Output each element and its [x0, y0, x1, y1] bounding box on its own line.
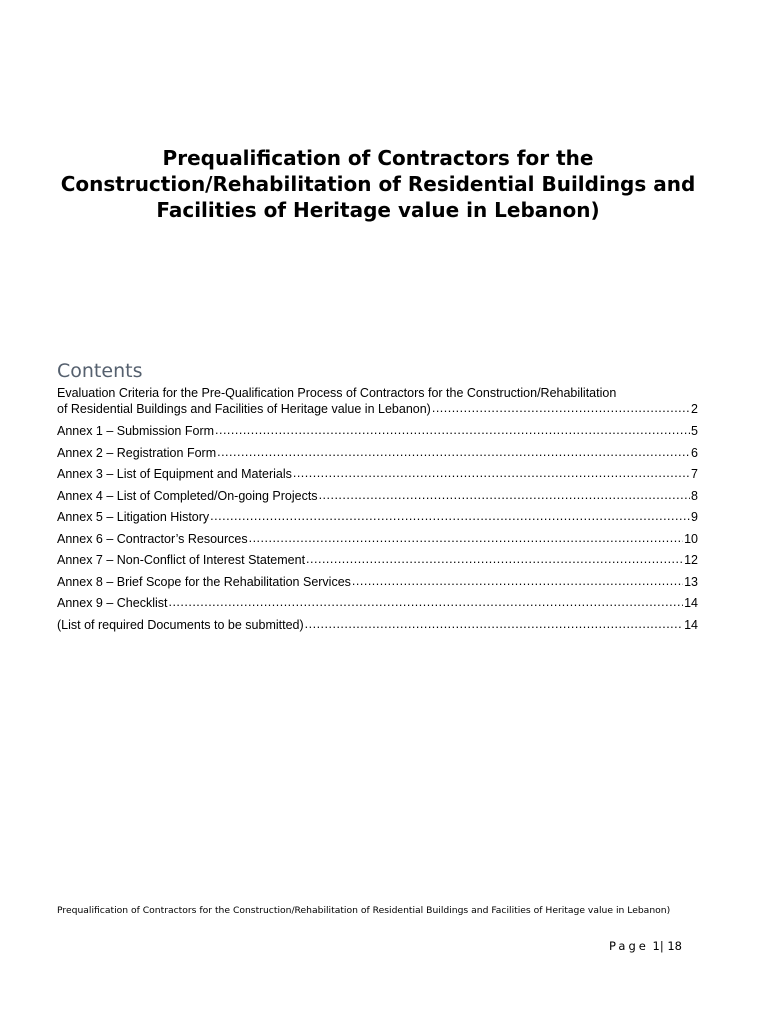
document-title: Prequalification of Contractors for the Construction/Rehabilitation of Residential Buildings and Facilities of Heritage value in Lebanon) [60, 146, 696, 222]
footer-document-title: Prequalification of Contractors for the Construction/Rehabilitation of Residential Buildings and Facilities of Heritage value in Lebanon) [57, 905, 671, 916]
dot-leader [217, 444, 690, 460]
toc-page-number: 8 [691, 488, 698, 503]
dot-leader [306, 551, 683, 567]
toc-entry-annex-7[interactable] [57, 552, 698, 574]
toc-page-number: 6 [691, 445, 698, 460]
toc-entry-required-documents[interactable] [57, 617, 698, 639]
page-separator: | [659, 939, 664, 953]
toc-entry-text: Annex 8 – Brief Scope for the Rehabilitation Services [57, 574, 351, 589]
toc-entry-text: Annex 3 – List of Equipment and Materials [57, 467, 292, 481]
toc-entry-annex-3[interactable] [57, 466, 698, 488]
toc-entry-text: (List of required Documents to be submitted) [57, 617, 304, 632]
toc-entry-text: Annex 5 – Litigation History [57, 510, 210, 524]
toc-entry-annex-6[interactable] [57, 531, 698, 553]
dot-leader [319, 487, 690, 503]
dot-leader [305, 616, 683, 632]
toc-page-number: 7 [691, 467, 698, 481]
toc-page-number: 10 [684, 531, 698, 546]
toc-entry-text: Annex 7 – Non-Conflict of Interest Statement [57, 553, 306, 567]
toc-page-number: 12 [684, 553, 698, 567]
toc-page-number: 14 [684, 617, 698, 632]
dot-leader [432, 400, 690, 416]
dot-leader [168, 594, 683, 610]
toc-entry-annex-1[interactable] [57, 423, 698, 445]
dot-leader [215, 422, 690, 438]
toc-entry-text: Annex 6 – Contractor’s Resources [57, 531, 248, 546]
toc-page-number: 14 [684, 596, 698, 610]
dot-leader [210, 508, 690, 524]
dot-leader [293, 465, 690, 481]
dot-leader [352, 573, 683, 589]
current-page-number: 1 [652, 939, 660, 953]
toc-entry-text: Annex 1 – Submission Form [57, 424, 215, 438]
contents-heading: Contents [57, 360, 143, 382]
toc-entry-annex-5[interactable] [57, 509, 698, 531]
toc-entry-text-line1: Evaluation Criteria for the Pre-Qualification Process of Contractors for the Construction/Rehabilitation [57, 386, 617, 400]
toc-entry-text: Annex 2 – Registration Form [57, 445, 217, 460]
toc-entry-annex-9[interactable] [57, 595, 698, 617]
dot-leader [249, 530, 683, 546]
page-label: Page [609, 939, 649, 953]
toc-page-number: 2 [691, 402, 698, 416]
total-page-count: 18 [667, 939, 682, 953]
toc-entry-text-line2: of Residential Buildings and Facilities of Heritage value in Lebanon) [57, 402, 431, 416]
toc-entry-text: Annex 4 – List of Completed/On-going Projects [57, 488, 318, 503]
toc-entry-text: Annex 9 – Checklist [57, 596, 168, 610]
toc-entry-annex-4[interactable] [57, 488, 698, 510]
toc-entry-annex-2[interactable] [57, 445, 698, 467]
page-number-footer [609, 939, 682, 953]
table-of-contents [57, 386, 698, 638]
toc-page-number: 5 [691, 424, 698, 438]
toc-entry-evaluation-criteria[interactable] [57, 386, 698, 423]
toc-entry-annex-8[interactable] [57, 574, 698, 596]
toc-page-number: 9 [691, 510, 698, 524]
toc-page-number: 13 [684, 574, 698, 589]
